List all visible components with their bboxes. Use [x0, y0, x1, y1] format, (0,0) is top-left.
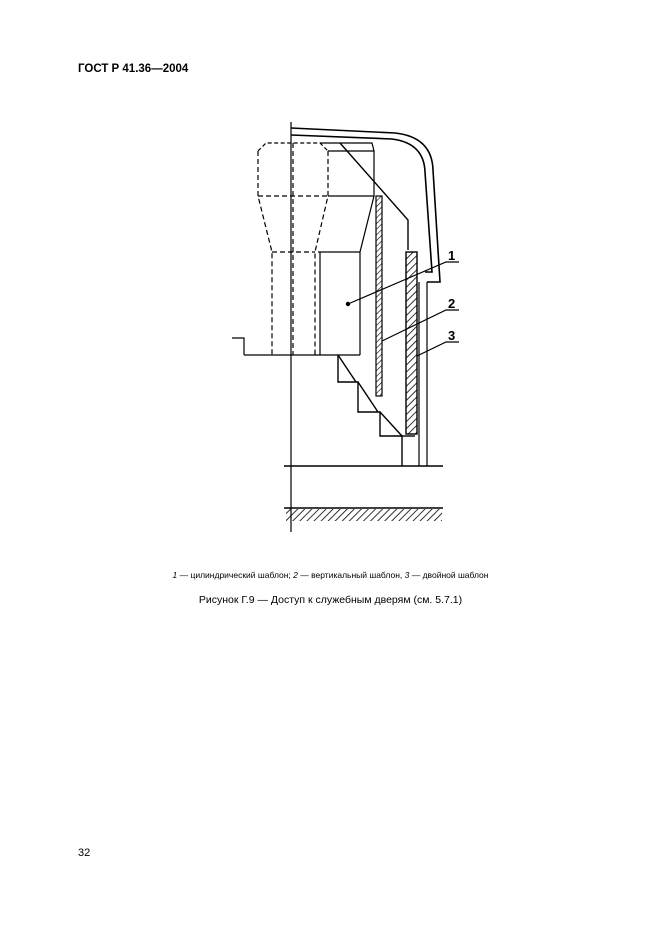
callout-2: 2 [448, 296, 456, 311]
vehicle-side-wall [419, 282, 427, 466]
legend-num-1: 1 [172, 570, 178, 580]
legend-num-2: 2 [293, 570, 298, 580]
figure-caption: Рисунок Г.9 — Доступ к служебным дверям (см. 5.7.1) [198, 594, 463, 606]
legend-text-1: — цилиндрический шаблон; [177, 570, 294, 580]
cylindrical-template [232, 143, 374, 355]
document-header: ГОСТ Р 41.36—2004 [78, 63, 189, 75]
ground-hatch [284, 508, 443, 521]
legend-text-3: — двойной шаблон [409, 570, 489, 580]
callout-1: 1 [448, 248, 456, 263]
legend-text-2: — вертикальный шаблон, [297, 570, 405, 580]
figure-legend [0, 570, 661, 580]
callout-3: 3 [448, 328, 456, 343]
double-template [406, 252, 417, 434]
page-number: 32 [78, 847, 91, 859]
vertical-template [376, 196, 382, 396]
legend-num-3: 3 [404, 570, 410, 580]
leader-lines [346, 262, 459, 356]
